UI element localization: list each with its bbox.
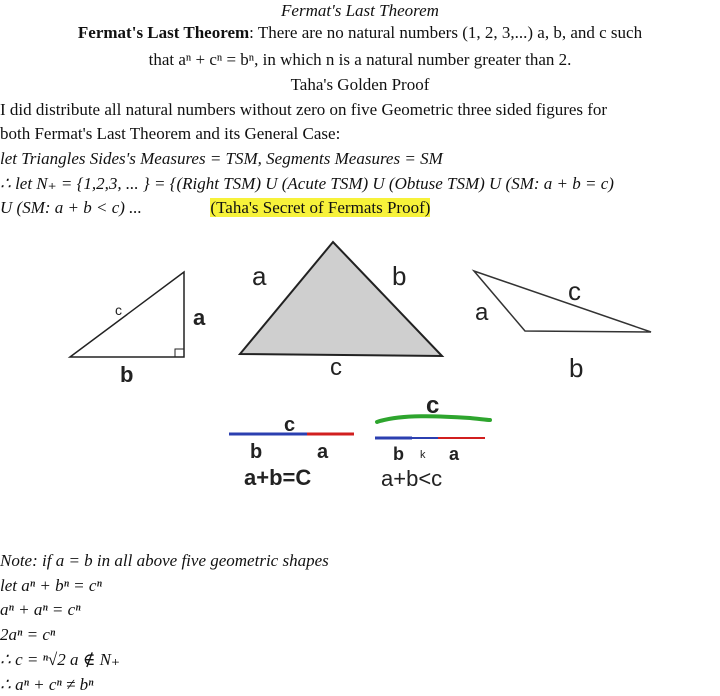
acute-tri-label-b: b: [392, 261, 407, 291]
theorem-text: : There are no natural numbers (1, 2, 3,...) a, b, and c such: [249, 23, 643, 42]
acute-triangle: [240, 242, 442, 381]
body-line-5-text: U (SM: a + b < c) ...: [0, 198, 142, 217]
seg1-label-c: c: [284, 414, 296, 436]
body-line-2: both Fermat's Last Theorem and its General Case:: [0, 124, 341, 143]
acute-tri-label-c: c: [330, 354, 342, 381]
note-line-6: ∴ aⁿ + cⁿ ≠ bⁿ: [0, 675, 94, 694]
seg1-equation: a+b=C: [244, 465, 312, 490]
seg2-label-c: c: [426, 392, 440, 419]
page-title: Fermat's Last Theorem: [281, 1, 439, 20]
obtuse-tri-label-a: a: [475, 299, 489, 326]
theorem-line-2: that aⁿ + cⁿ = bⁿ, in which n is a natural number greater than 2.: [148, 50, 572, 69]
proof-title: Taha's Golden Proof: [290, 75, 430, 94]
seg2-equation: a+b<c: [381, 466, 443, 491]
seg2-label-k: k: [420, 449, 426, 461]
note-line-2: let aⁿ + bⁿ = cⁿ: [0, 576, 102, 595]
body-line-1: I did distribute all natural numbers without zero on five Geometric three sided figures for: [0, 100, 608, 119]
right-tri-label-a: a: [193, 305, 206, 330]
note-line-5: ∴ c = ⁿ√2 a ∉ N₊: [0, 650, 120, 669]
right-triangle: [70, 272, 206, 387]
segment-equal: [229, 414, 354, 490]
highlighted-note: (Taha's Secret of Fermats Proof): [210, 198, 431, 217]
note-line-4: 2aⁿ = cⁿ: [0, 625, 56, 644]
obtuse-tri-label-b: b: [569, 353, 584, 383]
theorem-name: Fermat's Last Theorem: [77, 23, 250, 42]
seg1-label-b: b: [250, 441, 263, 463]
note-line-1: Note: if a = b in all above five geometric shapes: [0, 551, 329, 570]
seg2-label-b: b: [393, 444, 404, 464]
right-tri-label-b: b: [120, 362, 134, 387]
note-line-3: aⁿ + aⁿ = cⁿ: [0, 600, 81, 619]
body-line-3: let Triangles Sides's Measures = TSM, Segments Measures = SM: [0, 149, 443, 168]
body-line-4: ∴ let N₊ = {1,2,3, ... } = {(Right TSM) U (Acute TSM) U (Obtuse TSM) U (SM: a + b = c): [0, 174, 614, 193]
segment-less: [375, 392, 490, 491]
obtuse-tri-label-c: c: [568, 276, 581, 306]
seg1-label-a: a: [317, 441, 329, 463]
acute-tri-label-a: a: [252, 261, 267, 291]
obtuse-triangle: [474, 271, 651, 383]
seg2-label-a: a: [449, 444, 460, 464]
right-tri-label-c: c: [115, 302, 122, 318]
